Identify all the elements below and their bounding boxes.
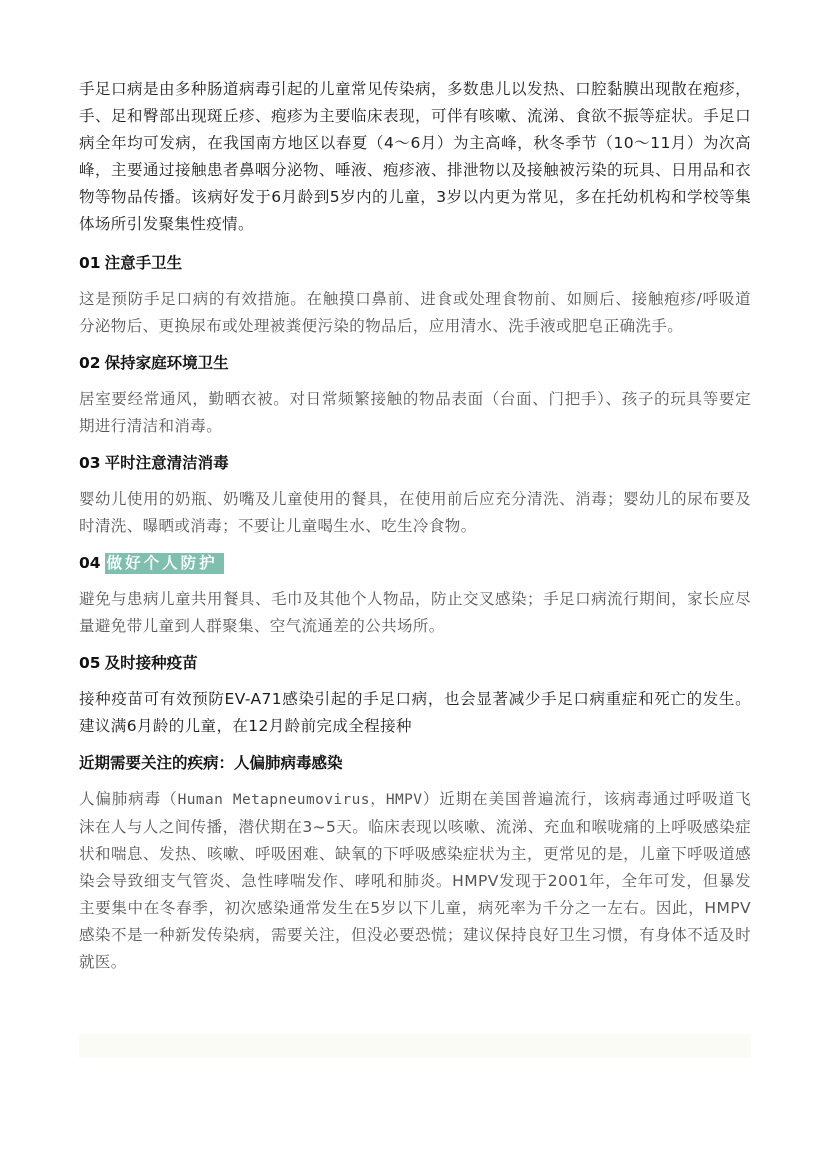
section-heading xyxy=(79,248,751,278)
section-number: 02 xyxy=(79,354,101,372)
section-number: 03 xyxy=(79,454,101,472)
footer-band xyxy=(79,1034,751,1058)
section-body: 居室要经常通风，勤晒衣被。对日常频繁接触的物品表面（台面、门把手）、孩子的玩具等要定期进行清洁和消毒。 xyxy=(79,390,751,435)
section-05 xyxy=(79,648,751,740)
intro-paragraph: 手足口病是由多种肠道病毒引起的儿童常见传染病，多数患儿以发热、口腔黏膜出现散在疱疹，手、足和臀部出现斑丘疹、疱疹为主要临床表现，可伴有咳嗽、流涕、食欲不振等症状。手足口病全年均可发病，在我国南方地区以春夏（4～6月）为主高峰，秋冬季节（10～11月）为次高峰，主要通过接触患者鼻咽分泌物、唾液、疱疹液、排泄物以及接触被污染的玩具、日用品和衣物等物品传播。该病好发于6月龄到5岁内的儿童，3岁以内更为常见，多在托幼机构和学校等集体场所引发聚集性疫情。 xyxy=(79,80,751,233)
section-title: 注意手卫生 xyxy=(104,254,183,272)
section-title: 保持家庭环境卫生 xyxy=(104,354,229,372)
section-number: 04 xyxy=(79,554,101,572)
section-heading xyxy=(79,648,751,678)
section-04 xyxy=(79,548,751,640)
recent-disease-section xyxy=(79,748,751,976)
section-title-highlighted: 做好个人防护 xyxy=(105,553,224,574)
section-body: 这是预防手足口病的有效措施。在触摸口鼻前、进食或处理食物前、如厕后、接触疱疹/呼吸道分泌物后、更换尿布或处理被粪便污染的物品后，应用清水、洗手液或肥皂正确洗手。 xyxy=(79,290,751,335)
recent-disease-body xyxy=(79,786,751,976)
section-heading xyxy=(79,548,751,578)
section-number: 01 xyxy=(79,254,101,272)
section-number: 05 xyxy=(79,654,101,672)
section-body: 避免与患病儿童共用餐具、毛巾及其他个人物品，防止交叉感染；手足口病流行期间，家长应尽量避免带儿童到人群聚集、空气流通差的公共场所。 xyxy=(79,590,751,635)
section-03 xyxy=(79,448,751,540)
recent-body-english: Human Metapneumovirus，HMPV xyxy=(177,792,423,808)
recent-body-prefix: 人偏肺病毒（ xyxy=(79,790,178,808)
section-body: 接种疫苗可有效预防EV-A71感染引起的手足口病，也会显著减少手足口病重症和死亡的发生。建议满6月龄的儿童，在12月龄前完成全程接种 xyxy=(79,690,751,735)
section-body: 婴幼儿使用的奶瓶、奶嘴及儿童使用的餐具，在使用前后应充分清洗、消毒；婴幼儿的尿布要及时清洗、曝晒或消毒；不要让儿童喝生水、吃生冷食物。 xyxy=(79,490,751,535)
recent-disease-heading: 近期需要关注的疾病：人偏肺病毒感染 xyxy=(79,754,343,772)
section-heading xyxy=(79,348,751,378)
section-02 xyxy=(79,348,751,440)
section-title: 及时接种疫苗 xyxy=(104,654,198,672)
section-01 xyxy=(79,248,751,340)
recent-body-rest: ）近期在美国普遍流行，该病毒通过呼吸道飞沫在人与人之间传播，潜伏期在3~5天。临床表现以咳嗽、流涕、充血和喉咙痛的上呼吸感染症状和喘息、发热、咳嗽、呼吸困难、缺氧的下呼吸感染症状为主，更常见的是，儿童下呼吸道感染会导致细支气管炎、急性哮喘发作、哮吼和肺炎。HMPV发现于2001年，全年可发，但暴发主要集中在冬春季，初次感染通常发生在5岁以下儿童，病死率为千分之一左右。因此，HMPV感染不是一种新发传染病，需要关注，但没必要恐慌；建议保持良好卫生习惯，有身体不适及时就医。 xyxy=(79,790,751,971)
section-heading xyxy=(79,448,751,478)
article xyxy=(79,76,751,984)
section-title: 平时注意清洁消毒 xyxy=(104,454,229,472)
